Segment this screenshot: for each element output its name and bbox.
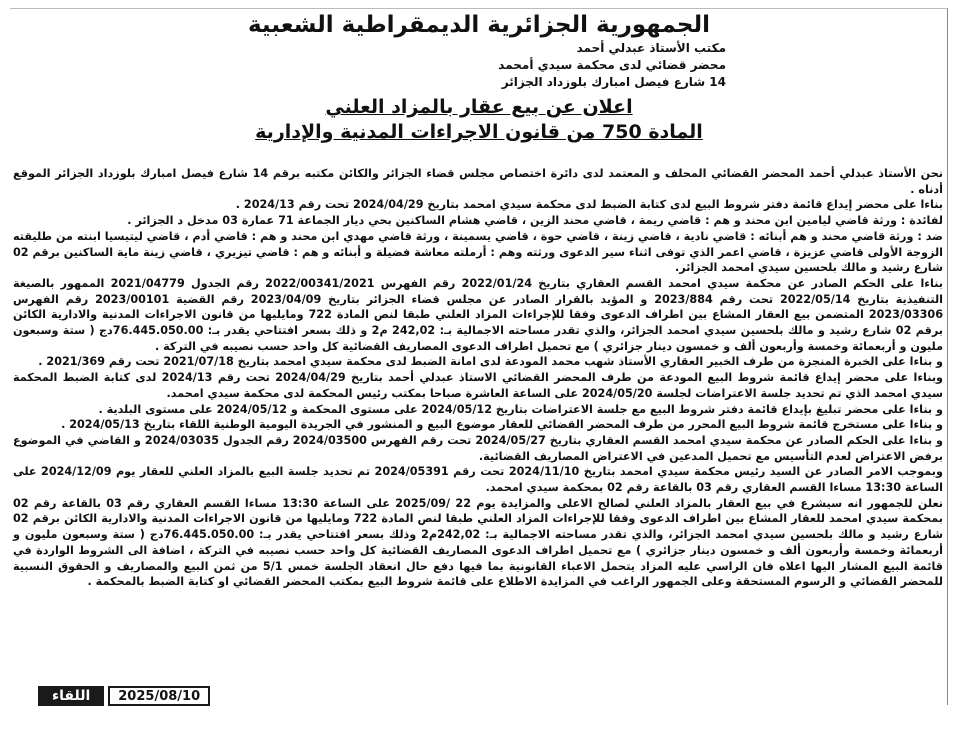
announcement-title: اعلان عن بيع عقار بالمزاد العلني — [325, 96, 633, 118]
body-paragraph: وبموجب الامر الصادر عن السيد رئيس محكمة سيدي امحمد بتاريخ 2024/11/10 تحت رقم 2024/05391 تم تحديد جلسة البيع بالمزاد العلني للعقار يوم 2024/12/09 على الساعة 13:30 مساءا القسم العقاري رقم 03 بالقاعة رقم 02 بمحكمة سيدي امحمد. — [13, 465, 943, 495]
body-paragraph: و بناءا على الحكم الصادر عن محكمة سيدي امحمد القسم العقاري بتاريخ 2024/05/27 تحت رقم الفهرس 2024/03500 رقم الجدول 2024/03035 و القاضي في الموضوع برفض الاعتراض لعدم التأسيس مع تحميل المدعين في الاعتراض المصاريف القضائية. — [13, 433, 943, 463]
newspaper-logo: اللقاء — [38, 686, 104, 706]
bailiff-office-block — [466, 40, 726, 91]
body-paragraph: نعلن للجمهور انه سيشرع في بيع العقار بالمزاد العلني لصالح الاعلى والمزايدة يوم 22 /2025/09 على الساعة 13:30 مساءا القسم العقاري رقم 03 بالقاعة رقم 02 بمحكمة سيدي امحمد للعقار المشاع بين اطراف الدعوى وفقا للإجراءات المزاد العلني طبقا لنص المادة 722 ومايليها من قانون الاجراءات المدنية والادارية الكائن برقم 02 شارع رشيد و مالك بلحسين سيدي امحمد الجزائر، والذي تقدر مساحته الاجمالية بـ: 242,02م2 وذلك بسعر افتتاحي يقدر بـ: 76.445.050.00دج ( ستة وسبعون مليون و أربعمائة وخمسة وأربعون ألف و خمسون دينار جزائري ) مع تحميل اطراف الدعوى المصاريف القضائية كل واحد حسب نصيبه في التركة ، اضافة الى الشروط الواردة في قائمة البيع المشار اليها اعلاه فان الراسي عليه المزاد يتحمل الاعباء القانونية بما فيها دفع حال انعقاد الجلسة خمس 5/1 من ثمن البيع والمصاريف و الحقوق النسبية للمحضر القضائي و الرسوم المستحقة وعلى الجمهور الراغب في المزايدة الاطلاع على قائمة شروط البيع بمكتب المحضر القضائي او كتابة الضبط بالمحكمة . — [13, 496, 944, 589]
office-line: محضر قضائي لدى محكمة سيدي أمحمد — [498, 58, 726, 72]
republic-header: الجمهورية الجزائرية الديمقراطية الشعبية — [247, 12, 711, 38]
body-paragraph: بناءا على الحكم الصادر عن محكمة سيدي امحمد القسم العقاري بتاريخ 2022/01/24 رقم الفهرس 2022/00341/2021 رقم الجدول 2021/04779 الممهور بالصيغة التنفيذية بتاريخ 2022/05/14 تحت رقم 2023/884 و المؤيد بالقرار الصادر عن مجلس قضاء الجزائر بتاريخ 2023/04/09 رقم القضية 2023/00101 رقم الفهرس 2023/03306 المتضمن بيع العقار المشاع بين اطراف الدعوى وفقا للإجراءات المزاد العلني طبقا لنص المادة 722 ومايليها من قانون الاجراءات المدنية والادارية الكائن برقم 02 شارع رشيد و مالك بلحسين سيدي امحمد الجزائر، والذي تقدر مساحته الاجمالية بـ: 242,02 م2 و ذلك بسعر افتتاحي يقدر بـ: 76.445.050.00دج ( ستة وسبعون مليون و أربعمائة وخمسة وأربعون ألف و خمسون دينار جزائري ) مع تحميل اطراف الدعوى المصاريف القضائية كل واحد حسب نصيبه في التركة . — [13, 276, 944, 353]
body-paragraph: نحن الأستاذ عبدلي أحمد المحضر القضائي المحلف و المعتمد لدى دائرة اختصاص مجلس قضاء الجزائر والكائن مكتبه برقم 14 شارع فيصل امبارك بلوزداد الجزائر الموقع أدناه . — [13, 167, 943, 196]
office-line: مكتب الأستاذ عبدلي أحمد — [576, 41, 726, 55]
body-paragraph: و بناءا على محضر تبليغ بإيداع قائمة دفتر شروط البيع مع جلسة الاعتراضات بتاريخ 2024/05/12 على مستوى المحكمة و 2024/05/12 على مستوى البلدية . — [98, 402, 943, 416]
publication-date: 2025/08/10 — [108, 686, 210, 706]
announcement-body — [13, 166, 943, 590]
body-paragraph: لفائدة : ورثة قاضي ليامين ابن محند و هم : قاضي ريمة ، قاضي محند الزين ، قاضي هشام الساكنين بحي ديار الجماعة 71 عمارة 03 مدخل د الجزائر . — [127, 214, 943, 228]
body-paragraph: و بناءا على مستخرج قائمة شروط البيع المحرر من طرف المحضر القضائي للعقار موضوع البيع و المنشور في الجريدة اليومية الوطنية اللقاء بتاريخ 2024/05/13 . — [61, 418, 943, 432]
body-paragraph: و بناءا على الخبرة المنجزة من طرف الخبير العقاري الأستاذ شهب محمد المودعة لدى امانة الضبط لدى محكمة سيدي امحمد بتاريخ 2021/07/18 تحت رقم 2021/369 . — [38, 355, 943, 369]
publication-footer — [38, 686, 210, 706]
body-paragraph: بناءا على محضر إيداع قائمة دفتر شروط البيع لدى كتابة الضبط لدى محكمة سيدي امحمد بتاريخ 2024/04/29 تحت رقم 2024/13 . — [235, 198, 943, 212]
body-paragraph: وبناءا على محضر إيداع قائمة شروط البيع المودعة من طرف المحضر القضائي الاستاذ عبدلي أحمد بتاريخ 2024/04/29 تحت رقم 2024/13 لدى كتابة الضبط المحكمة سيدي امحمد الذي تم تحديد جلسة الاعتراضات لجلسة 2024/05/20 على الساعة العاشرة صباحا بمكتب رئيس المحكمة لدى محكمة سيدي امحمد. — [13, 371, 943, 400]
office-line: 14 شارع فيصل امبارك بلوزداد الجزائر — [501, 75, 726, 89]
announcement-subtitle: المادة 750 من قانون الاجراءات المدنية والإدارية — [255, 121, 703, 143]
body-paragraph: ضد : ورثة قاضي محند و هم أبنائه : قاضي نادية ، قاضي زينة ، قاضي حوة ، قاضي يسمينة ، ورثة قاضي مهدي ابن محند و هم : قاضي أدم ، قاضي ليتيسيا ابنته من طليقته الزوجة الأولى قاضي عزيزة ، قاضي اعمر الذي توفى اثناء سير الدعوى ورثته وهم : أرملته معاشة فضيلة و أبنائه و هم : قاضي تيزيري ، قاضي زينة ماية الساكنين برقم 02 شارع رشيد و مالك بلحسين سيدي امحمد الجزائر. — [13, 229, 943, 275]
